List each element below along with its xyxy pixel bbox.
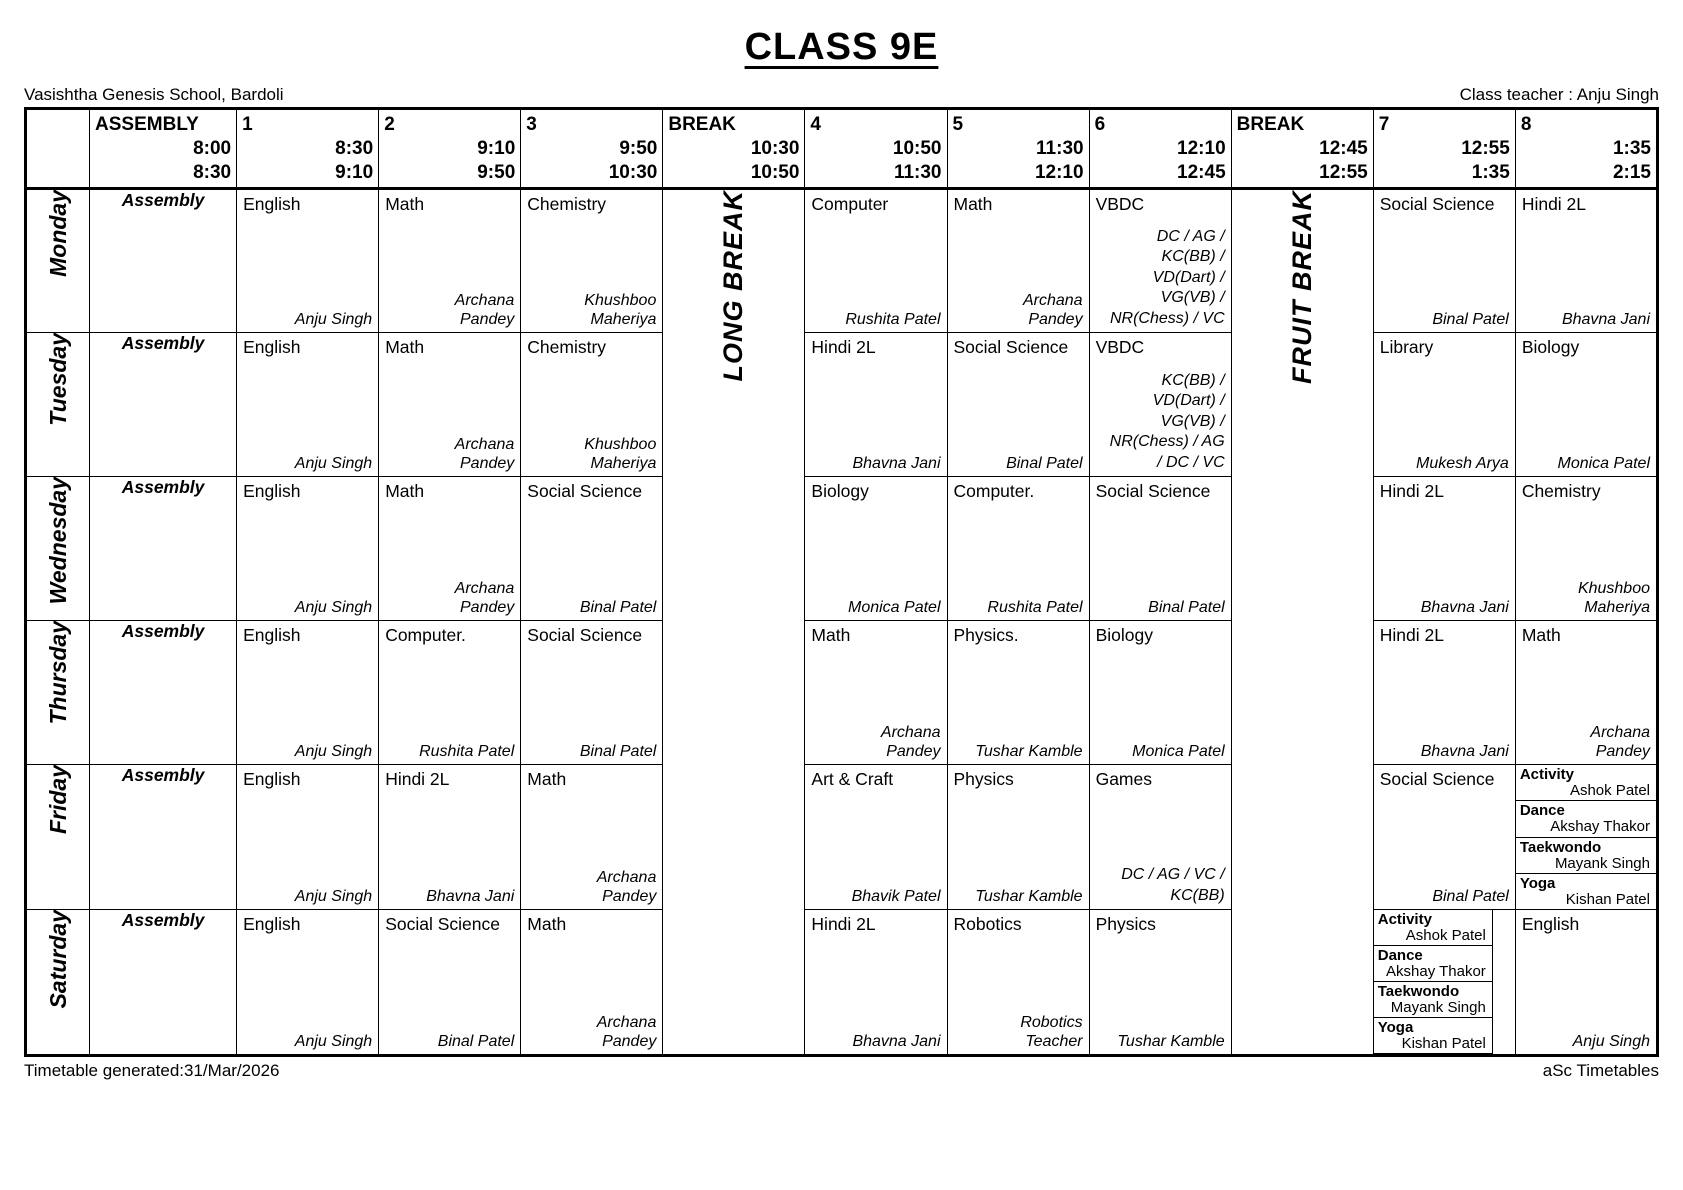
- cell-saturday-p7: [1373, 910, 1515, 1056]
- cell-friday-p8: [1515, 765, 1657, 910]
- header-period-7: 7 12:55 1:35: [1373, 109, 1515, 189]
- cell-saturday-p5: [947, 910, 1089, 1056]
- cell-thursday-p5: [947, 621, 1089, 765]
- cell-thursday-p4: [805, 621, 947, 765]
- header-row: [26, 109, 1658, 189]
- activities-stack: [1374, 910, 1515, 1054]
- header-assembly: ASSEMBLY 8:00 8:30: [90, 109, 237, 189]
- teacher-name: Tushar Kamble: [1117, 1033, 1225, 1050]
- activity-teacher: Akshay Thakor: [1550, 818, 1650, 836]
- row-wednesday: [26, 477, 1658, 621]
- teacher-name: Anju Singh: [294, 888, 373, 905]
- cell-thursday-p1: [237, 621, 379, 765]
- cell-thursday-p3: [521, 621, 663, 765]
- teacher-name: Bhavna Jani: [426, 888, 515, 905]
- activity-teacher: Kishan Patel: [1565, 890, 1650, 908]
- subject-name: Hindi 2L: [811, 337, 876, 357]
- teacher-name: Binal Patel: [1006, 455, 1083, 472]
- cell-wednesday-p3: [521, 477, 663, 621]
- corner-cell: [26, 109, 90, 189]
- header-period-4: 4 10:50 11:30: [805, 109, 947, 189]
- teacher-name: Khushboo Maheriya: [584, 436, 657, 472]
- meta-row: [24, 85, 1659, 105]
- cell-monday-p5: [947, 189, 1089, 333]
- cell-tuesday-p6: [1089, 333, 1231, 477]
- teacher-name: Bhavna Jani: [1420, 743, 1509, 760]
- cell-saturday-p6: [1089, 910, 1231, 1056]
- cell-tuesday-p2: [379, 333, 521, 477]
- header-period-6: 6 12:10 12:45: [1089, 109, 1231, 189]
- asc-timetables-brand: aSc Timetables: [1542, 1061, 1659, 1080]
- class-teacher: Class teacher : Anju Singh: [1459, 85, 1659, 104]
- teacher-name: Binal Patel: [579, 743, 657, 760]
- teacher-name: Bhavna Jani: [852, 455, 941, 472]
- long-break-column: LONG BREAK: [663, 189, 805, 1056]
- activity-teacher: Ashok Patel: [1569, 782, 1650, 799]
- activity-label: Taekwondo: [1519, 838, 1602, 856]
- activity-label: Activity: [1377, 911, 1432, 928]
- subject-name: Social Science: [1379, 194, 1495, 214]
- subject-name: Physics: [1095, 914, 1156, 934]
- teacher-name: Monica Patel: [848, 599, 941, 616]
- subject-name: Social Science: [1095, 481, 1211, 501]
- cell-monday-p8: [1515, 189, 1657, 333]
- subject-name: Biology: [1095, 625, 1153, 645]
- cell-thursday-p8: [1515, 621, 1657, 765]
- cell-wednesday-p4: [805, 477, 947, 621]
- teacher-name: Monica Patel: [1132, 743, 1225, 760]
- teacher-name: Rushita Patel: [419, 743, 515, 760]
- cell-friday-p5: [947, 765, 1089, 910]
- day-label-wednesday: Wednesday: [26, 477, 90, 621]
- teacher-name: Binal Patel: [437, 1033, 515, 1050]
- subject-name: Computer.: [385, 625, 466, 645]
- header-break-2: BREAK 12:45 12:55: [1231, 109, 1373, 189]
- cell-saturday-p3: [521, 910, 663, 1056]
- teacher-name: Anju Singh: [294, 599, 373, 616]
- day-label-thursday: Thursday: [26, 621, 90, 765]
- teacher-name: Anju Singh: [294, 311, 373, 328]
- activity-teacher: Ashok Patel: [1405, 927, 1486, 944]
- subject-name: Robotics: [953, 914, 1022, 934]
- page-title: CLASS 9E: [744, 26, 939, 68]
- cell-tuesday-p8: [1515, 333, 1657, 477]
- teacher-name: Rushita Patel: [845, 311, 941, 328]
- activity-label: Activity: [1519, 766, 1574, 783]
- subject-name: Hindi 2L: [1379, 481, 1444, 501]
- cell-saturday-p2: [379, 910, 521, 1056]
- cell-friday-p2: [379, 765, 521, 910]
- cell-wednesday-p8: [1515, 477, 1657, 621]
- cell-tuesday-p3: [521, 333, 663, 477]
- subject-name: Hindi 2L: [385, 769, 450, 789]
- subject-name: Math: [385, 194, 425, 214]
- teacher-name: Bhavna Jani: [1561, 311, 1650, 328]
- teacher-name: Anju Singh: [294, 455, 373, 472]
- teacher-name: Binal Patel: [1432, 311, 1509, 328]
- cell-wednesday-p1: [237, 477, 379, 621]
- subject-name: Computer.: [953, 481, 1035, 501]
- cell-monday-p3: [521, 189, 663, 333]
- subject-name: Social Science: [1379, 769, 1495, 789]
- subject-name: Biology: [1521, 337, 1580, 357]
- group-codes: KC(BB) / VD(Dart) / VG(VB) / NR(Chess) / AG / DC / VC: [1109, 371, 1225, 471]
- subject-name: Physics: [953, 769, 1014, 789]
- subject-name: Library: [1379, 337, 1434, 357]
- activity-slot: [1516, 801, 1656, 837]
- activity-teacher: Mayank Singh: [1554, 854, 1650, 872]
- cell-monday-p2: [379, 189, 521, 333]
- header-break-1: BREAK 10:30 10:50: [663, 109, 805, 189]
- school-name: Vasishtha Genesis School, Bardoli: [24, 85, 284, 104]
- row-monday: [26, 189, 1658, 333]
- fruit-break-column: FRUIT BREAK: [1231, 189, 1373, 1056]
- cell-friday-p7: [1373, 765, 1515, 910]
- cell-friday-p6: [1089, 765, 1231, 910]
- teacher-name: Khushboo Maheriya: [1577, 580, 1650, 616]
- cell-saturday-p4: [805, 910, 947, 1056]
- activity-teacher: Kishan Patel: [1401, 1035, 1486, 1052]
- teacher-name: Archana Pandey: [880, 724, 941, 760]
- teacher-name: Binal Patel: [1432, 888, 1509, 905]
- teacher-name: Archana Pandey: [454, 580, 515, 616]
- teacher-name: Archana Pandey: [454, 292, 515, 328]
- row-tuesday: [26, 333, 1658, 477]
- activity-slot: [1374, 910, 1493, 946]
- row-friday: [26, 765, 1658, 910]
- activity-label: Dance: [1377, 947, 1423, 964]
- header-period-3: 3 9:50 10:30: [521, 109, 663, 189]
- subject-name: VBDC: [1095, 194, 1145, 214]
- activity-slot: [1374, 982, 1493, 1018]
- subject-name: Math: [385, 337, 425, 357]
- subject-name: VBDC: [1095, 337, 1145, 357]
- cell-saturday-p1: [237, 910, 379, 1056]
- subject-name: Physics.: [953, 625, 1019, 645]
- teacher-name: Archana Pandey: [596, 869, 657, 905]
- cell-friday-p1: [237, 765, 379, 910]
- cell-thursday-assembly: Assembly: [90, 621, 237, 765]
- activity-slot: [1374, 1018, 1493, 1054]
- teacher-name: Binal Patel: [1148, 599, 1225, 616]
- cell-tuesday-p4: [805, 333, 947, 477]
- subject-name: Chemistry: [527, 337, 607, 357]
- subject-name: Math: [953, 194, 993, 214]
- header-period-1: 1 8:30 9:10: [237, 109, 379, 189]
- group-codes: DC / AG / VC / KC(BB): [1121, 866, 1225, 904]
- subject-name: Social Science: [527, 625, 643, 645]
- subject-name: Chemistry: [527, 194, 607, 214]
- cell-friday-p4: [805, 765, 947, 910]
- teacher-name: Anju Singh: [294, 743, 373, 760]
- subject-name: English: [243, 769, 301, 789]
- cell-monday-p7: [1373, 189, 1515, 333]
- cell-friday-assembly: Assembly: [90, 765, 237, 910]
- header-period-8: 8 1:35 2:15: [1515, 109, 1657, 189]
- cell-monday-p1: [237, 189, 379, 333]
- subject-name: Math: [385, 481, 425, 501]
- teacher-name: Robotics Teacher: [1020, 1014, 1083, 1050]
- cell-wednesday-p6: [1089, 477, 1231, 621]
- subject-name: Hindi 2L: [811, 914, 876, 934]
- teacher-name: Anju Singh: [294, 1033, 373, 1050]
- row-thursday: [26, 621, 1658, 765]
- cell-friday-p3: [521, 765, 663, 910]
- activity-teacher: Akshay Thakor: [1386, 963, 1486, 980]
- activity-teacher: Mayank Singh: [1390, 999, 1486, 1016]
- day-label-monday: Monday: [26, 189, 90, 333]
- subject-name: English: [243, 194, 301, 214]
- cell-thursday-p2: [379, 621, 521, 765]
- header-period-2: 2 9:10 9:50: [379, 109, 521, 189]
- cell-tuesday-p7: [1373, 333, 1515, 477]
- activity-label: Dance: [1519, 802, 1565, 820]
- subject-name: Chemistry: [1521, 481, 1601, 501]
- cell-thursday-p6: [1089, 621, 1231, 765]
- subject-name: English: [243, 337, 301, 357]
- cell-saturday-p8: [1515, 910, 1657, 1056]
- activity-slot: [1516, 838, 1656, 874]
- subject-name: Computer: [811, 194, 889, 214]
- teacher-name: Archana Pandey: [1022, 292, 1083, 328]
- day-label-saturday: Saturday: [26, 910, 90, 1056]
- teacher-name: Monica Patel: [1557, 455, 1650, 472]
- subject-name: Games: [1095, 769, 1152, 789]
- generated-timestamp: Timetable generated:31/Mar/2026: [24, 1061, 280, 1080]
- activity-label: Yoga: [1377, 1019, 1414, 1036]
- subject-name: Hindi 2L: [1379, 625, 1444, 645]
- teacher-name: Archana Pandey: [1590, 724, 1650, 760]
- subject-name: English: [243, 914, 301, 934]
- subject-name: Math: [527, 769, 567, 789]
- teacher-name: Mukesh Arya: [1416, 455, 1509, 472]
- cell-monday-p6: [1089, 189, 1231, 333]
- row-saturday: [26, 910, 1658, 1056]
- subject-name: Social Science: [527, 481, 643, 501]
- teacher-name: Binal Patel: [579, 599, 657, 616]
- activity-label: Yoga: [1519, 874, 1556, 892]
- subject-name: Biology: [811, 481, 869, 501]
- activity-slot: [1516, 765, 1656, 801]
- cell-thursday-p7: [1373, 621, 1515, 765]
- teacher-name: Archana Pandey: [454, 436, 515, 472]
- cell-tuesday-p5: [947, 333, 1089, 477]
- activity-label: Taekwondo: [1377, 983, 1460, 1000]
- teacher-name: Bhavna Jani: [852, 1033, 941, 1050]
- subject-name: Math: [1521, 625, 1561, 645]
- subject-name: Math: [811, 625, 851, 645]
- cell-wednesday-assembly: Assembly: [90, 477, 237, 621]
- subject-name: Art & Craft: [811, 769, 894, 789]
- activities-stack: [1516, 765, 1656, 909]
- subject-name: English: [243, 481, 301, 501]
- teacher-name: Tushar Kamble: [975, 888, 1083, 905]
- teacher-name: Bhavik Patel: [851, 888, 941, 905]
- cell-wednesday-p5: [947, 477, 1089, 621]
- subject-name: Social Science: [385, 914, 500, 934]
- subject-name: Social Science: [953, 337, 1069, 357]
- cell-monday-p4: [805, 189, 947, 333]
- header-period-5: 5 11:30 12:10: [947, 109, 1089, 189]
- activity-slot: [1516, 874, 1656, 909]
- subject-name: English: [1521, 914, 1580, 934]
- timetable-grid: [24, 107, 1659, 1057]
- subject-name: Hindi 2L: [1521, 194, 1587, 214]
- subject-name: English: [243, 625, 301, 645]
- teacher-name: Bhavna Jani: [1420, 599, 1509, 616]
- day-label-tuesday: Tuesday: [26, 333, 90, 477]
- teacher-name: Anju Singh: [1572, 1033, 1650, 1050]
- cell-tuesday-p1: [237, 333, 379, 477]
- cell-saturday-assembly: Assembly: [90, 910, 237, 1056]
- cell-monday-assembly: Assembly: [90, 189, 237, 333]
- subject-name: Math: [527, 914, 567, 934]
- teacher-name: Archana Pandey: [596, 1014, 657, 1050]
- teacher-name: Khushboo Maheriya: [584, 292, 657, 328]
- teacher-name: Rushita Patel: [987, 599, 1083, 616]
- footer-row: [24, 1061, 1659, 1081]
- day-label-friday: Friday: [26, 765, 90, 910]
- teacher-name: Tushar Kamble: [975, 743, 1083, 760]
- cell-tuesday-assembly: Assembly: [90, 333, 237, 477]
- cell-wednesday-p7: [1373, 477, 1515, 621]
- group-codes: DC / AG / KC(BB) / VD(Dart) / VG(VB) / NR(Chess) / VC: [1109, 227, 1225, 327]
- cell-wednesday-p2: [379, 477, 521, 621]
- activity-slot: [1374, 946, 1493, 982]
